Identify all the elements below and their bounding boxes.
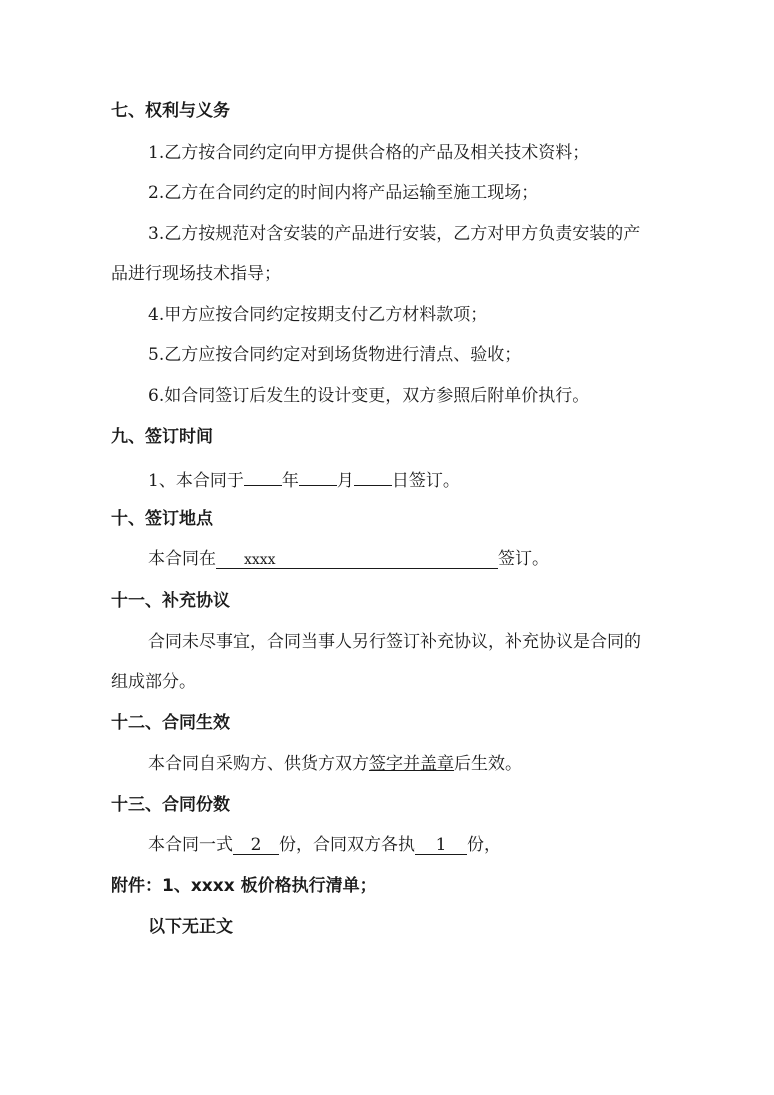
end-of-text: 以下无正文	[148, 917, 233, 937]
signing-place-value	[216, 550, 498, 569]
heading-supplementary: 十一、补充协议	[111, 591, 230, 611]
effectiveness-line	[148, 753, 522, 775]
signing-time-line	[148, 467, 460, 492]
effectiveness-post: 后生效。	[454, 754, 522, 774]
signing-place-suffix: 签订。	[498, 549, 549, 569]
attachment-line: 附件：1、xxxx 板价格执行清单；	[111, 876, 377, 896]
heading-signing-time: 九、签订时间	[111, 427, 213, 447]
heading-signing-place: 十、签订地点	[111, 509, 213, 529]
copies-post: 份，	[467, 835, 501, 855]
signing-place-prefix: 本合同在	[148, 549, 216, 569]
clause-item-3: 3.乙方按规范对含安装的产品进行安装，乙方对甲方负责安装的产	[148, 224, 641, 244]
clause-item-1: 1.乙方按合同约定向甲方提供合格的产品及相关技术资料；	[148, 143, 590, 163]
day-label: 日签订。	[391, 471, 460, 491]
clause-item-3-cont: 品进行现场技术指导；	[111, 264, 281, 284]
supplementary-line-2: 组成部分。	[111, 672, 196, 692]
month-label: 月	[336, 471, 354, 491]
year-blank	[244, 467, 282, 486]
total-copies-value: 2	[233, 836, 279, 855]
year-label: 年	[281, 471, 299, 491]
signing-place-line	[148, 548, 549, 570]
clause-item-4: 4.甲方应按合同约定按期支付乙方材料款项；	[148, 305, 488, 325]
heading-copies: 十三、合同份数	[111, 795, 230, 815]
copies-mid: 份，合同双方各执	[279, 835, 415, 855]
copies-pre: 本合同一式	[148, 835, 233, 855]
heading-effectiveness: 十二、合同生效	[111, 713, 230, 733]
clause-item-5: 5.乙方应按合同约定对到场货物进行清点、验收；	[148, 345, 522, 365]
copies-line	[148, 834, 501, 856]
supplementary-line-1: 合同未尽事宜，合同当事人另行签订补充协议，补充协议是合同的	[148, 632, 641, 652]
signing-time-prefix: 1、本合同于	[148, 471, 244, 491]
each-copies-value: 1	[415, 836, 467, 855]
clause-item-2: 2.乙方在合同约定的时间内将产品运输至施工现场；	[148, 183, 539, 203]
clause-item-6: 6.如合同签订后发生的设计变更，双方参照后附单价执行。	[148, 386, 590, 406]
month-blank	[299, 467, 337, 486]
sign-and-seal-text: 签字并盖章	[369, 754, 454, 774]
day-blank	[354, 467, 392, 486]
heading-rights-obligations: 七、权利与义务	[111, 101, 230, 121]
effectiveness-pre: 本合同自采购方、供货方双方	[148, 754, 369, 774]
signing-place-text: xxxx	[244, 552, 276, 568]
